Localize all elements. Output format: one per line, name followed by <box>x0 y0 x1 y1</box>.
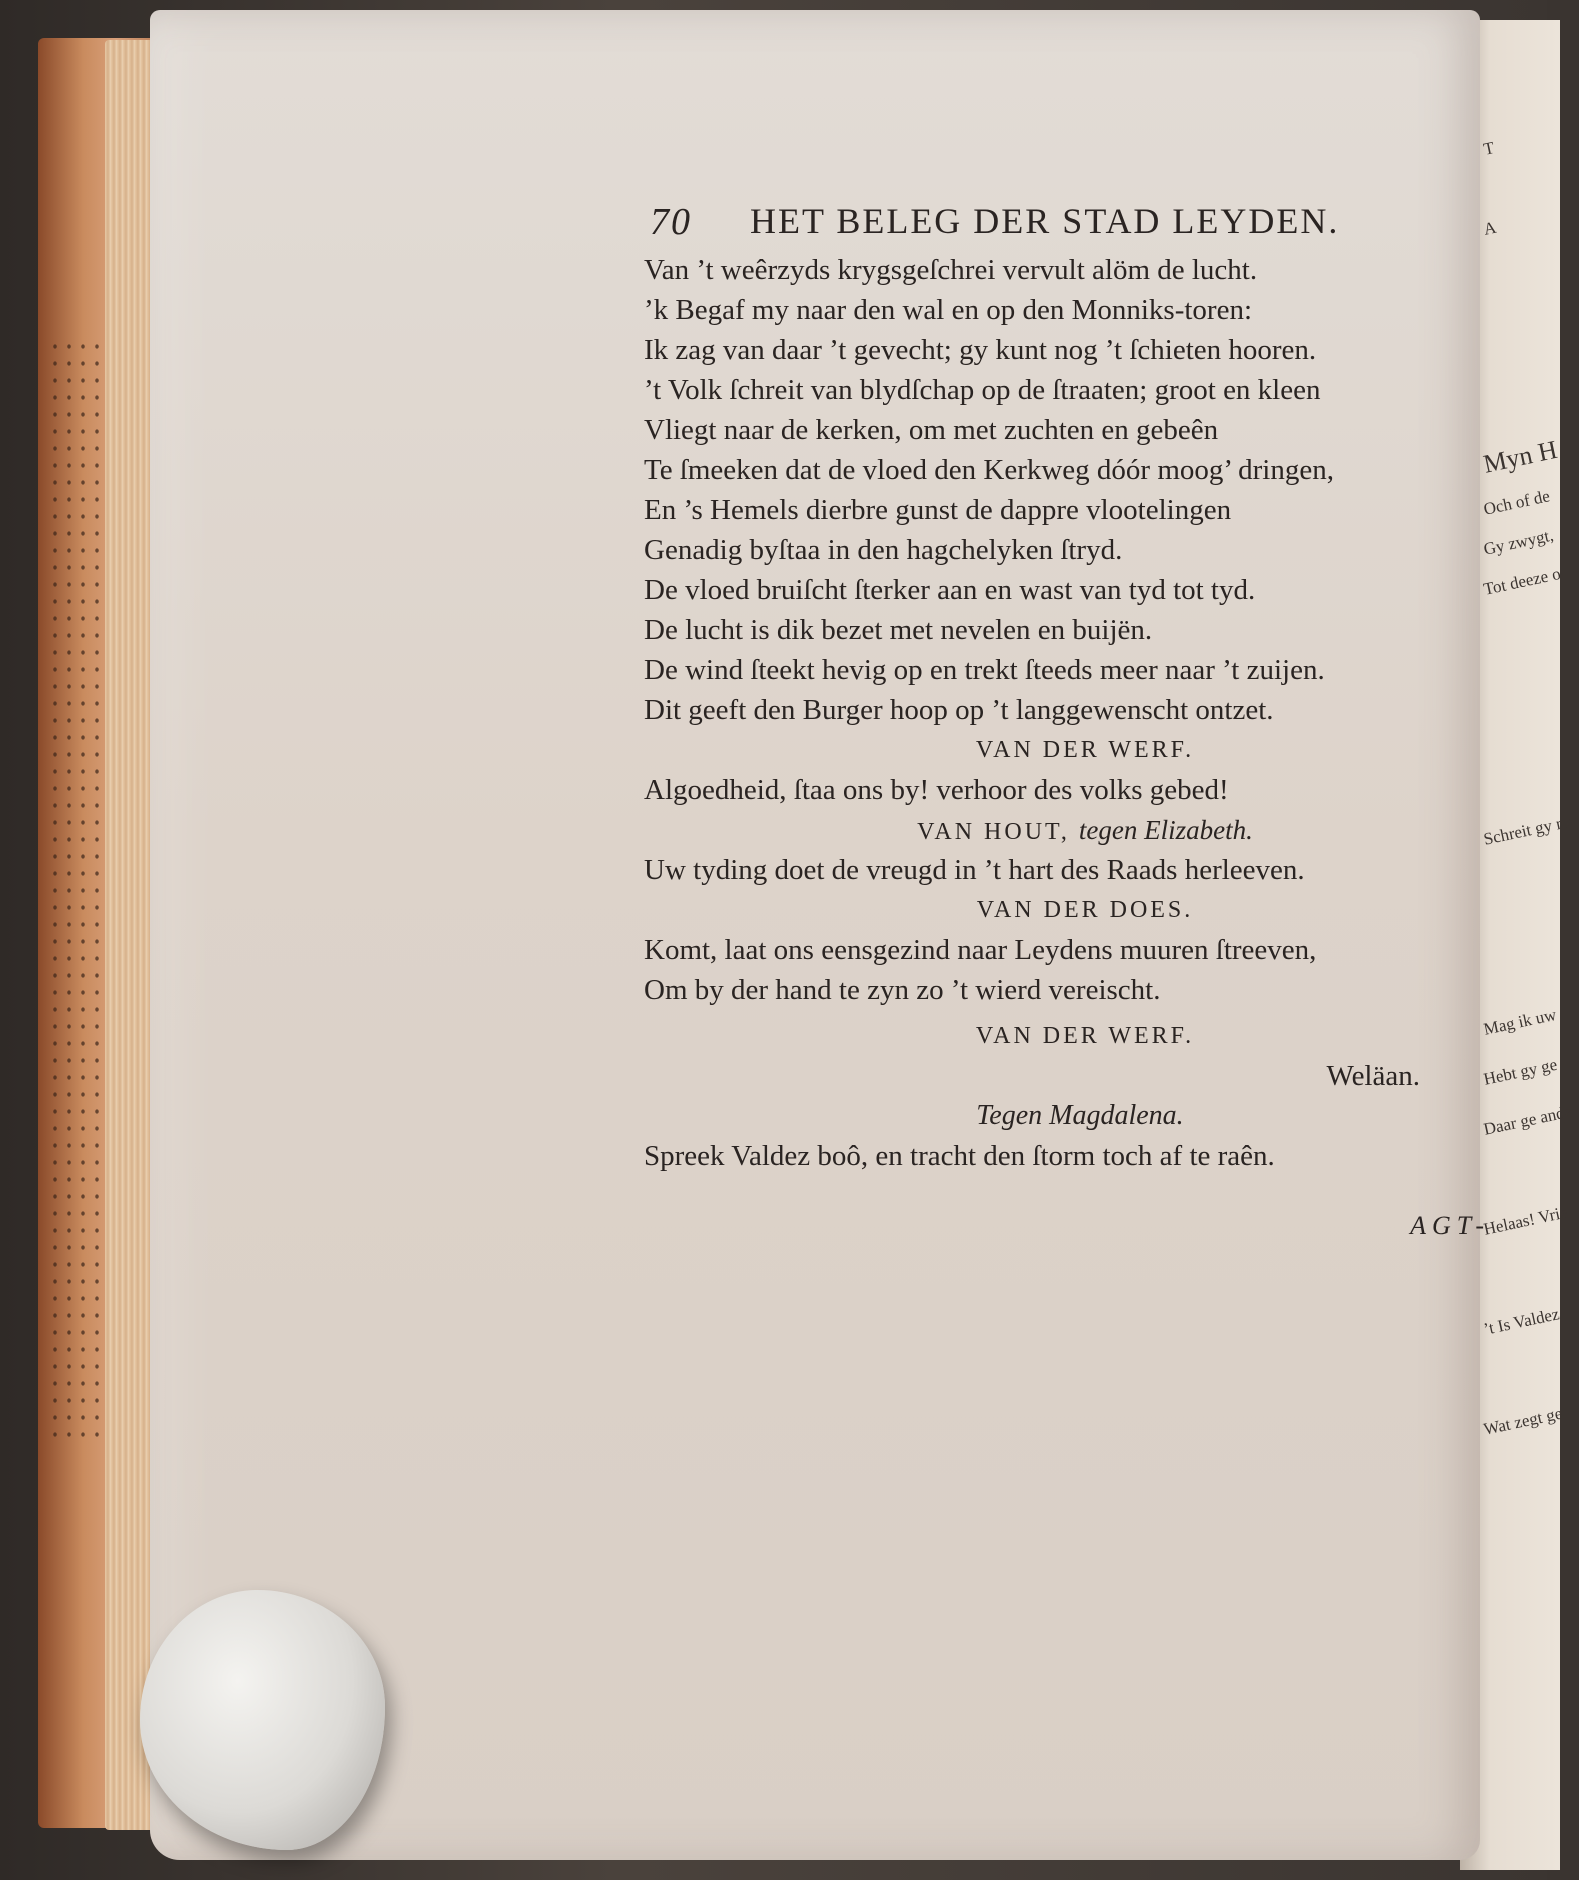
facing-page-fragment: T <box>1481 138 1497 159</box>
verse-line: Van ’t weêrzyds krygsgeſchrei vervult alöm de lucht. <box>644 254 1258 286</box>
verse-line: Dit geeft den Burger hoop op ’t langgewenscht ontzet. <box>644 694 1274 726</box>
verse-line: Komt, laat ons eensgezind naar Leydens muuren ſtreeven, <box>644 934 1317 966</box>
facing-page-fragment: Tot deeze o <box>1481 563 1563 599</box>
facing-page-fragment: Och of de <box>1481 486 1552 519</box>
verse-line: Genadig byſtaa in den hagchelyken ſtryd. <box>644 534 1123 566</box>
facing-page-fragment: Helaas! Vrie <box>1481 1202 1570 1239</box>
book-page <box>150 10 1490 1860</box>
page-text <box>640 200 1490 1246</box>
stage-direction: tegen Elizabeth. <box>1078 815 1253 845</box>
verse-line: En ’s Hemels dierbre gunst de dappre vlootelingen <box>644 494 1232 526</box>
speaker-name: VAN DER WERF. <box>975 737 1195 763</box>
running-title: HET BELEG DER STAD LEYDEN. <box>750 201 1340 241</box>
verse-line: Spreek Valdez boô, en tracht den ſtorm toch af te raên. <box>644 1140 1275 1172</box>
speaker-name: VAN HOUT, <box>917 819 1070 845</box>
facing-page-fragment: Schreit gy my <box>1481 810 1579 849</box>
page-number: 70 <box>650 201 692 243</box>
marbled-cover-pattern <box>48 338 103 1438</box>
stage-direction: Tegen Magdalena. <box>976 1100 1184 1131</box>
facing-page-fragment: Daar ge ande <box>1481 1101 1574 1139</box>
verse-line: De lucht is dik bezet met nevelen en buijën. <box>644 614 1153 646</box>
verse-line: Algoedheid, ſtaa ons by! verhoor des volks gebed! <box>644 774 1229 806</box>
verse-line: De wind ſteekt hevig op en trekt ſteeds meer naar ’t zuijen. <box>644 654 1325 686</box>
verse-line: Uw tyding doet de vreugd in ’t hart des Raads herleeven. <box>644 854 1305 886</box>
verse-line: Om by der hand te zyn zo ’t wierd vereischt. <box>644 974 1161 1006</box>
facing-page-fragment: Hebt gy ge <box>1481 1054 1559 1089</box>
speaker-name: VAN DER WERF. <box>975 1023 1195 1049</box>
verse-line: Ik zag van daar ’t gevecht; gy kunt nog ’t ſchieten hooren. <box>644 334 1317 366</box>
verse-line: Vliegt naar de kerken, om met zuchten en gebeên <box>644 414 1219 446</box>
verse-line: ’t Volk ſchreit van blydſchap op de ſtraaten; groot en kleen <box>644 374 1321 406</box>
facing-page-fragment: Gy zwygt, <box>1481 525 1556 559</box>
facing-page-fragment: Wat zegt ge <box>1481 1403 1564 1439</box>
verse-line: ’k Begaf my naar den wal en op den Monniks-toren: <box>644 294 1253 326</box>
page-header <box>640 200 1490 250</box>
facing-page-fragment: Mag ik uw <box>1481 1004 1558 1039</box>
facing-page-fragment: ’t Is Valdez <box>1481 1304 1562 1339</box>
facing-page-fragment: A <box>1481 217 1498 239</box>
facing-page-fragment: Myn H <box>1480 434 1560 479</box>
speaker-heading <box>640 810 1490 850</box>
verse-line: Te ſmeeken dat de vloed den Kerkweg dóór moog’ dringen, <box>644 454 1334 486</box>
speaker-name: VAN DER DOES. <box>976 897 1194 923</box>
verse-line: Weläan. <box>1326 1060 1420 1092</box>
verse-line: De vloed bruiſcht ſterker aan en wast van tyd tot tyd. <box>644 574 1256 606</box>
catchword: AGT- <box>1410 1211 1490 1240</box>
